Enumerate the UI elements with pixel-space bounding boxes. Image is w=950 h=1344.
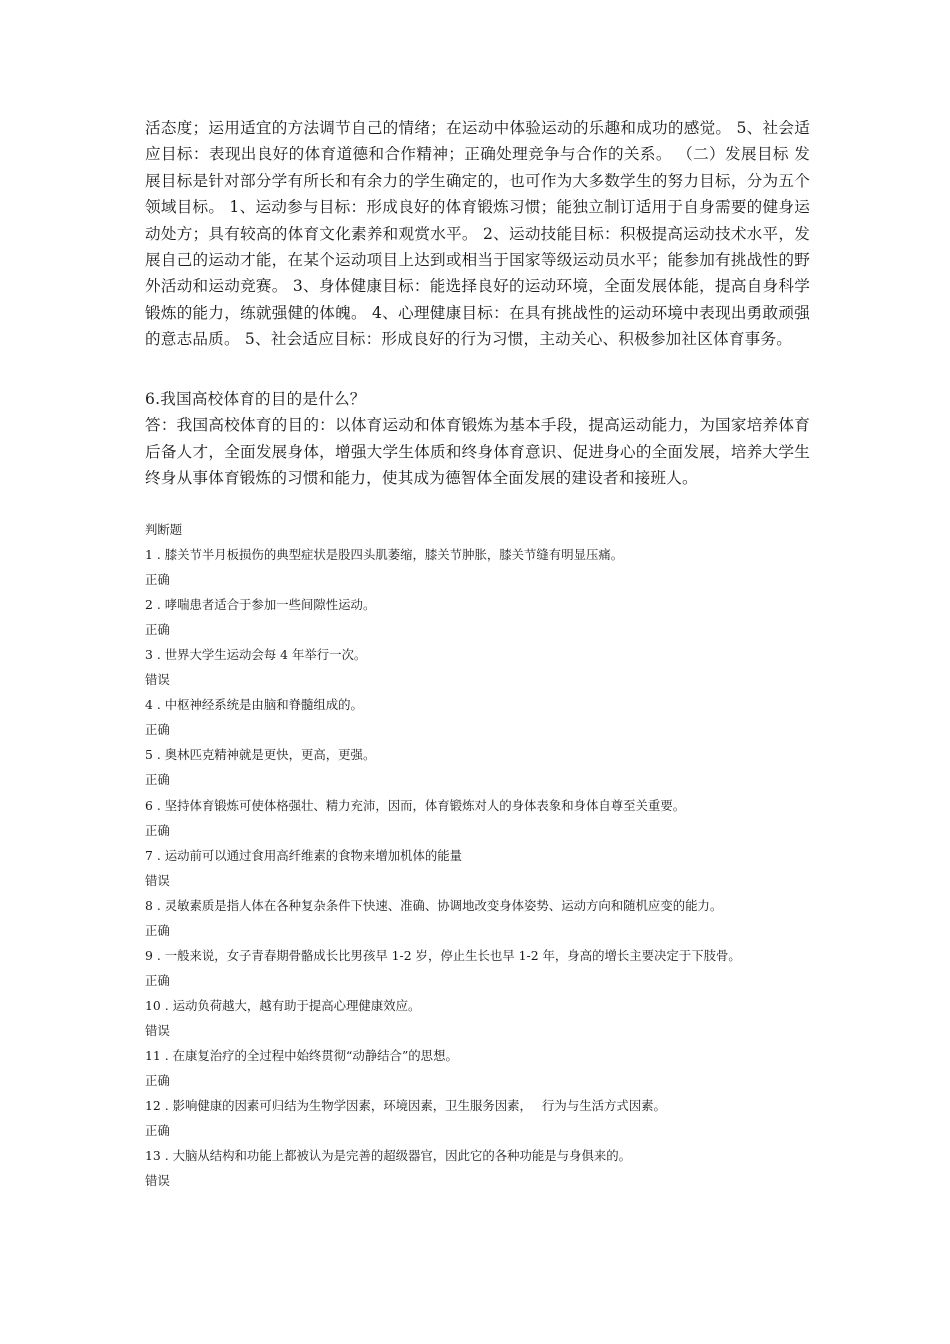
- judgment-answer: 正确: [145, 822, 170, 838]
- judgment-answer: 错误: [145, 1022, 170, 1038]
- judgment-answer: 正确: [145, 772, 170, 788]
- judgment-question: 10 . 运动负荷越大，越有助于提高心理健康效应。: [145, 997, 421, 1013]
- judgment-question: 9 . 一般来说，女子青春期骨骼成长比男孩早 1-2 岁，停止生长也早 1-2 年，身高的增长主要决定于下肢骨。: [145, 947, 741, 963]
- judgment-question: 6 . 坚持体育锻炼可使体格强壮、精力充沛，因而，体育锻炼对人的身体表象和身体自尊至关重要。: [145, 797, 686, 813]
- judgment-answer: 错误: [145, 672, 170, 688]
- judgment-question: 12 . 影响健康的因素可归结为生物学因素，环境因素，卫生服务因素， 行为与生活方式因素。: [145, 1098, 666, 1114]
- question-6: [145, 386, 810, 492]
- judgment-question: 3 . 世界大学生运动会每 4 年举行一次。: [145, 647, 367, 663]
- judgment-question: 2 . 哮喘患者适合于参加一些间隙性运动。: [145, 597, 376, 613]
- judgment-answer: 正确: [145, 922, 170, 938]
- judgment-question: 5 . 奥林匹克精神就是更快，更高，更强。: [145, 747, 376, 763]
- judgment-answer: 正确: [145, 1123, 170, 1139]
- judgment-answer: 正确: [145, 572, 170, 588]
- judgment-answer: 错误: [145, 1173, 170, 1189]
- judgment-answer: 正确: [145, 972, 170, 988]
- judgment-section: [145, 517, 825, 1193]
- judgment-question: 1 . 膝关节半月板损伤的典型症状是股四头肌萎缩，膝关节肿胀，膝关节缝有明显压痛。: [145, 547, 624, 563]
- judgment-question: 4 . 中枢神经系统是由脑和脊髓组成的。: [145, 697, 363, 713]
- intro-paragraph: 活态度；运用适宜的方法调节自己的情绪；在运动中体验运动的乐趣和成功的感觉。 5、社会适应目标：表现出良好的体育道德和合作精神；正确处理竞争与合作的关系。 （二）发展目标 发展目标是针对部分学有所长和有余力的学生确定的，也可作为大多数学生的努力目标，分为五个领域目标。 1、运动参与目标：形成良好的体育锻炼习惯；能独立制订适用于自身需要的健身运动处方；具有较高的体育文化素养和观赏水平。 2、运动技能目标：积极提高运动技术水平，发展自己的运动才能，在某个运动项目上达到或相当于国家等级运动员水平；能参加有挑战性的野外活动和运动竞赛。 3、身体健康目标：能选择良好的运动环境，全面发展体能，提高自身科学锻炼的能力，练就强健的体魄。 4、心理健康目标：在具有挑战性的运动环境中表现出勇敢顽强的意志品质。 5、社会适应目标：形成良好的行为习惯，主动关心、积极参加社区体育事务。: [145, 119, 810, 349]
- judgment-answer: 错误: [145, 872, 170, 888]
- judgment-question: 7 . 运动前可以通过食用高纤维素的食物来增加机体的能量: [145, 847, 463, 863]
- judgment-answer: 正确: [145, 622, 170, 638]
- judgment-heading: 判断题: [145, 522, 183, 537]
- judgment-question: 13 . 大脑从结构和功能上都被认为是完善的超级器官，因此它的各种功能是与身俱来的。: [145, 1148, 632, 1164]
- judgment-answer: 正确: [145, 722, 170, 738]
- judgment-question: 11 . 在康复治疗的全过程中始终贯彻“动静结合”的思想。: [145, 1047, 458, 1063]
- question-6-title: 6.我国高校体育的目的是什么？: [145, 390, 366, 408]
- judgment-answer: 正确: [145, 1073, 170, 1089]
- question-6-answer: 答：我国高校体育的目的：以体育运动和体育锻炼为基本手段，提高运动能力，为国家培养体育后备人才，全面发展身体，增强大学生体质和终身体育意识、促进身心的全面发展，培养大学生终身从事体育锻炼的习惯和能力，使其成为德智体全面发展的建设者和接班人。: [145, 416, 810, 488]
- judgment-question: 8 . 灵敏素质是指人体在各种复杂条件下快速、准确、协调地改变身体姿势、运动方向和随机应变的能力。: [145, 897, 723, 913]
